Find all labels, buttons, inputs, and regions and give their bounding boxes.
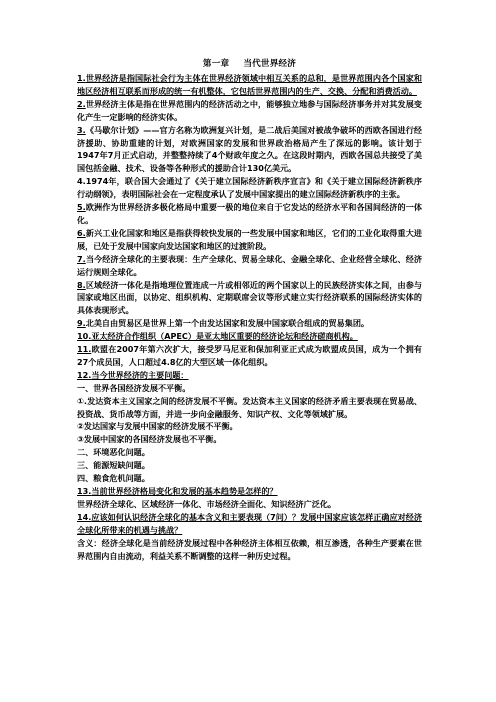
paragraph-text: 欧洲作为世界经济多极化格局中重要一极的地位来自于它发达的经济水平和各国间经济的一体化。 bbox=[77, 202, 422, 225]
paragraph-number: 14. bbox=[77, 511, 92, 522]
paragraph-number: 1. bbox=[77, 73, 86, 83]
problem-subitem-1 bbox=[77, 395, 422, 421]
chapter-name: 当代世界经济 bbox=[243, 59, 297, 69]
paragraph-12 bbox=[77, 369, 422, 382]
document-page bbox=[77, 58, 422, 562]
paragraph-number: 3. bbox=[77, 124, 86, 135]
paragraph-5 bbox=[77, 201, 422, 227]
paragraph-text: 新兴工业化国家和地区是指获得较快发展的一些发展中国家和地区，它们的工业化取得重大进展，已处于发展中国家向发达国家和地区的过渡阶段。 bbox=[77, 227, 422, 251]
paragraph-text: 当前世界经济格局变化和发展的基本趋势是怎样的？ bbox=[91, 486, 278, 496]
paragraph-number: 11. bbox=[77, 344, 92, 355]
paragraph-text: ③发展中国家的各国经济发展也不平衡。 bbox=[77, 434, 222, 445]
paragraph-number: 6. bbox=[77, 227, 86, 238]
paragraph-number: 10. bbox=[77, 331, 92, 342]
paragraph-text: 当今世界经济的主要问题： bbox=[91, 369, 189, 380]
chapter-title bbox=[77, 58, 422, 70]
paragraph-text: 含义：经济全球化是当前经济发展过程中各种经济主体相互依赖，相互渗透，各种生产要素在世界范围内自由流动，利益关系不断调整的这样一种历史过程。 bbox=[77, 537, 422, 561]
paragraph-3 bbox=[77, 124, 422, 176]
paragraph-number: 2. bbox=[77, 98, 86, 109]
paragraph-text: 四、粮食危机问题。 bbox=[77, 473, 150, 484]
paragraph-text: ①.发达资本主义国家之间的经济发展不平衡。发达资本主义国家的经济矛盾主要表现在贸易战、投资战、货币战等方面，并进一步向金融服务、知识产权、文化等领域扩展。 bbox=[77, 395, 422, 419]
document-body bbox=[77, 72, 422, 562]
paragraph-text: 区域经济一体化是指地理位置连成一片或相邻近的两个国家以上的民族经济实体之间，由参与国家或地区出面，以协定、组织机构、定期联席会议等形式建立实行经济联系的国际经济实体的具体表现形式。 bbox=[77, 279, 422, 316]
answer-13 bbox=[77, 498, 422, 511]
problem-item-3 bbox=[77, 459, 422, 472]
paragraph-text: ②发达国家与发展中国家的经济发展不平衡。 bbox=[77, 421, 238, 432]
paragraph-text: 一、世界各国经济发展不平衡。 bbox=[77, 382, 191, 393]
problem-item-2 bbox=[77, 446, 422, 459]
answer-14 bbox=[77, 537, 422, 563]
paragraph-6 bbox=[77, 227, 422, 253]
problem-subitem-2 bbox=[77, 420, 422, 433]
paragraph-number: 13. bbox=[77, 486, 92, 496]
paragraph-number: 7. bbox=[77, 253, 86, 264]
paragraph-14 bbox=[77, 511, 422, 537]
paragraph-text: 应该如何认识经济全球化的基本含义和主要表现（7问）？发展中国家应该怎样正确应对经济全球化所带来的机遇与挑战？ bbox=[77, 511, 422, 535]
problem-item-1 bbox=[77, 382, 422, 395]
paragraph-13 bbox=[77, 485, 422, 498]
paragraph-text: 世界经济是指国际社会行为主体在世界经济领域中相互关系的总和，是世界范围内各个国家和地区经济相互联系而形成的统一有机整体，它包括世界范围内的生产、交换、分配和消费活动。 bbox=[77, 73, 422, 96]
paragraph-7 bbox=[77, 253, 422, 279]
paragraph-text: 亚太经济合作组织（APEC）是亚太地区重要的经济论坛和经济磋商机构。 bbox=[91, 331, 358, 342]
paragraph-number: 8. bbox=[77, 279, 86, 290]
paragraph-4 bbox=[77, 175, 422, 201]
paragraph-text: 1974年，联合国大会通过了《关于建立国际经济新秩序宣言》和《关于建立国际经济新秩序行动纲领》，表明国际社会在一定程度承认了发展中国家提出的建立国际经济新秩序的主张。 bbox=[77, 176, 422, 200]
paragraph-text: 欧盟在2007年第六次扩大，接受罗马尼亚和保加利亚正式成为欧盟成员国，成为一个拥有27个成员国，人口超过4.8亿的大型区域一体化组织。 bbox=[77, 344, 422, 367]
paragraph-10 bbox=[77, 330, 422, 343]
paragraph-text: 《马歇尔计划》——官方名称为欧洲复兴计划，是二战后美国对被战争破坏的西欧各国进行经济援助、协助重建的计划，对欧洲国家的发展和世界政治格局产生了深远的影响。该计划于1947年7月正式启动，并整整持续了4个财政年度之久。在这段时期内，西欧各国总共接受了美国包括金融、技术、设备等各种形式的援助合计130亿美元。 bbox=[77, 124, 422, 174]
problem-item-4 bbox=[77, 472, 422, 485]
paragraph-number: 12. bbox=[77, 369, 92, 380]
paragraph-number: 5. bbox=[77, 202, 86, 213]
paragraph-text: 世界经济全球化、区域经济一体化、市场经济全面化、知识经济广泛化。 bbox=[77, 498, 337, 509]
paragraph-8 bbox=[77, 279, 422, 318]
paragraph-text: 当今经济全球化的主要表现：生产全球化、贸易全球化、金融全球化、企业经营全球化、经济运行规则全球化。 bbox=[77, 253, 422, 277]
paragraph-text: 北美自由贸易区是世界上第一个由发达国家和发展中国家联合组成的贸易集团。 bbox=[85, 318, 370, 329]
paragraph-2 bbox=[77, 98, 422, 124]
paragraph-number: 4. bbox=[77, 176, 86, 187]
paragraph-text: 三、能源短缺问题。 bbox=[77, 460, 150, 471]
chapter-number: 第一章 bbox=[202, 59, 230, 69]
paragraph-9 bbox=[77, 317, 422, 330]
paragraph-number: 9. bbox=[77, 318, 86, 329]
paragraph-11 bbox=[77, 343, 422, 369]
paragraph-text: 世界经济主体是指在世界范围内的经济活动之中，能够独立地参与国际经济事务并对其发展变化产生一定影响的经济实体。 bbox=[77, 98, 422, 122]
problem-subitem-3 bbox=[77, 433, 422, 446]
paragraph-text: 二、环境恶化问题。 bbox=[77, 447, 150, 458]
paragraph-1 bbox=[77, 72, 422, 98]
